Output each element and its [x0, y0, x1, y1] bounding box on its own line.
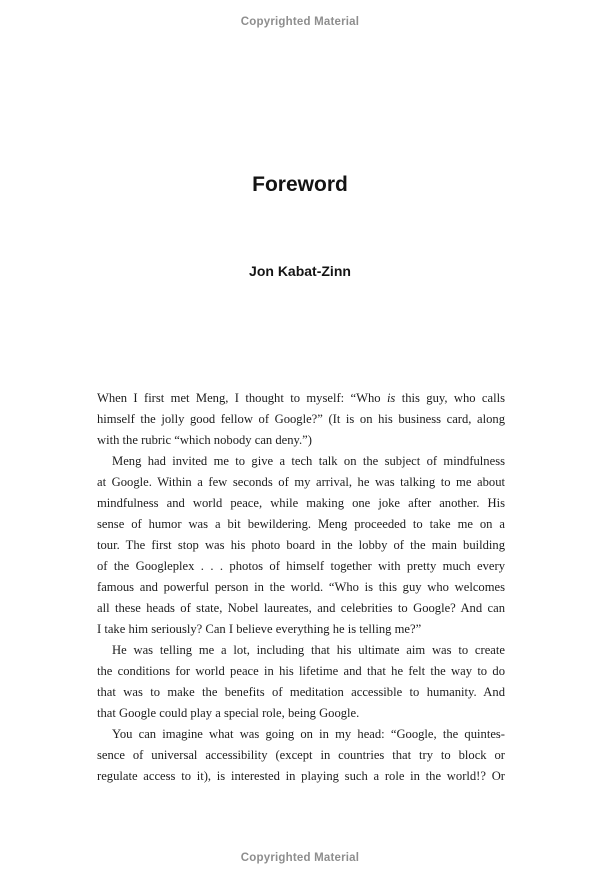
- body-text: [97, 388, 505, 787]
- text-line-segment: When I first met Meng, I thought to myself: “Who: [97, 391, 387, 405]
- text-line: that was to make the benefits of meditation accessible to humanity. And: [97, 685, 505, 699]
- text-line-segment-italic: is: [386, 391, 396, 405]
- text-line: that Google could play a special role, being Google.: [97, 706, 360, 720]
- text-line: sence of universal accessibility (except in countries that try to block or: [97, 748, 505, 762]
- text-line: all these heads of state, Nobel laureates, and celebrities to Google? And can: [97, 601, 505, 615]
- text-line: You can imagine what was going on in my head: “Google, the quintes-: [112, 727, 505, 741]
- text-line: Meng had invited me to give a tech talk on the subject of mindfulness: [112, 454, 505, 468]
- text-line: at Google. Within a few seconds of my arrival, he was talking to me about: [97, 475, 505, 489]
- text-line: of the Googleplex . . . photos of himself together with pretty much every: [97, 559, 505, 573]
- text-line: with the rubric “which nobody can deny.”): [97, 433, 312, 447]
- text-line: famous and powerful person in the world. “Who is this guy who welcomes: [97, 580, 505, 594]
- author-name: Jon Kabat-Zinn: [249, 263, 351, 279]
- text-line-segment: this guy, who calls: [395, 391, 505, 405]
- text-line: sense of humor was a bit bewildering. Meng proceeded to take me on a: [97, 517, 505, 531]
- text-line: regulate access to it), is interested in playing such a role in the world!? Or: [97, 769, 505, 783]
- text-line: tour. The first stop was his photo board in the lobby of the main building: [97, 538, 505, 552]
- text-line: He was telling me a lot, including that his ultimate aim was to create: [112, 643, 505, 657]
- copyright-notice-top: Copyrighted Material: [240, 16, 360, 28]
- text-line: [97, 388, 505, 409]
- text-line: mindfulness and world peace, while making one joke after another. His: [97, 496, 505, 510]
- text-line: the conditions for world peace in his lifetime and that he felt the way to do: [97, 664, 505, 678]
- chapter-heading: Foreword: [252, 173, 348, 196]
- copyright-notice-bottom: Copyrighted Material: [240, 852, 360, 864]
- text-line: himself the jolly good fellow of Google?” (It is on his business card, along: [97, 412, 505, 426]
- text-line: I take him seriously? Can I believe everything he is telling me?”: [97, 622, 422, 636]
